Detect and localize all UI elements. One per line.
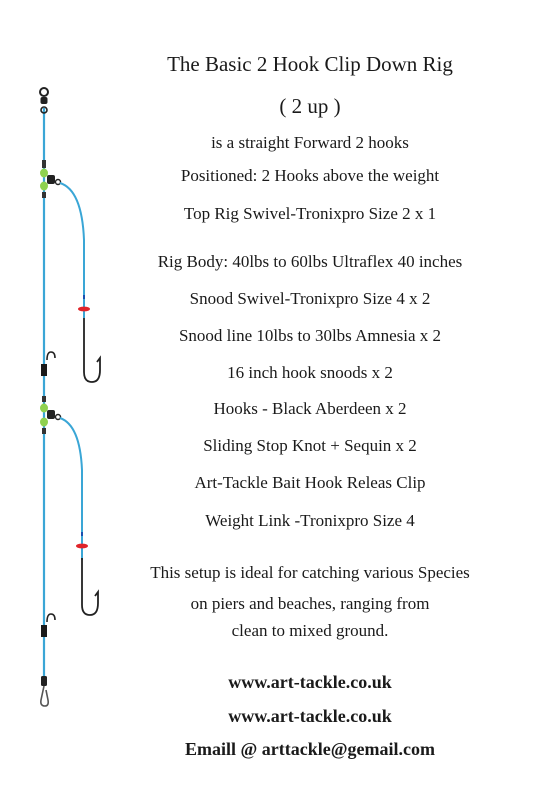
- spec-line: is a straight Forward 2 hooks: [211, 133, 409, 152]
- snood-line-1: [60, 183, 84, 318]
- stop-knot-2: [81, 532, 83, 536]
- description-line: This setup is ideal for catching various Species: [150, 563, 470, 582]
- spec-line: Rig Body: 40lbs to 60lbs Ultraflex 40 inches: [157, 252, 463, 271]
- description-line: on piers and beaches, ranging from: [190, 594, 430, 613]
- spec-line: Snood Swivel-Tronixpro Size 4 x 2: [189, 289, 431, 308]
- snood-line-2: [60, 418, 82, 560]
- website-link[interactable]: www.art-tackle.co.uk: [228, 706, 392, 726]
- rig-diagram-illustration: [0, 0, 120, 800]
- stop-knot-1: [83, 295, 85, 299]
- spec-line: Art-Tackle Bait Hook Releas Clip: [194, 473, 426, 492]
- spec-line: Sliding Stop Knot + Sequin x 2: [203, 436, 417, 455]
- spec-line: Weight Link -Tronixpro Size 4: [205, 511, 415, 530]
- email-contact[interactable]: Emaill @ arttackle@gemail.com: [185, 739, 435, 759]
- spec-line: Snood line 10lbs to 30lbs Amnesia x 2: [178, 326, 442, 345]
- page-subtitle: ( 2 up ): [279, 94, 341, 118]
- description-line: clean to mixed ground.: [231, 621, 389, 640]
- spec-line: Hooks - Black Aberdeen x 2: [213, 399, 407, 418]
- website-link[interactable]: www.art-tackle.co.uk: [228, 672, 392, 692]
- hook-1-icon: [84, 318, 100, 382]
- sequin-1-icon: [78, 307, 90, 312]
- spec-line: Positioned: 2 Hooks above the weight: [180, 166, 440, 185]
- hook-2-icon: [82, 558, 98, 615]
- sequin-2-icon: [76, 544, 88, 549]
- page-title: The Basic 2 Hook Clip Down Rig: [167, 52, 453, 76]
- spec-line: 16 inch hook snoods x 2: [227, 363, 393, 382]
- weight-link-icon: [41, 676, 48, 706]
- spec-line: Top Rig Swivel-Tronixpro Size 2 x 1: [183, 204, 437, 223]
